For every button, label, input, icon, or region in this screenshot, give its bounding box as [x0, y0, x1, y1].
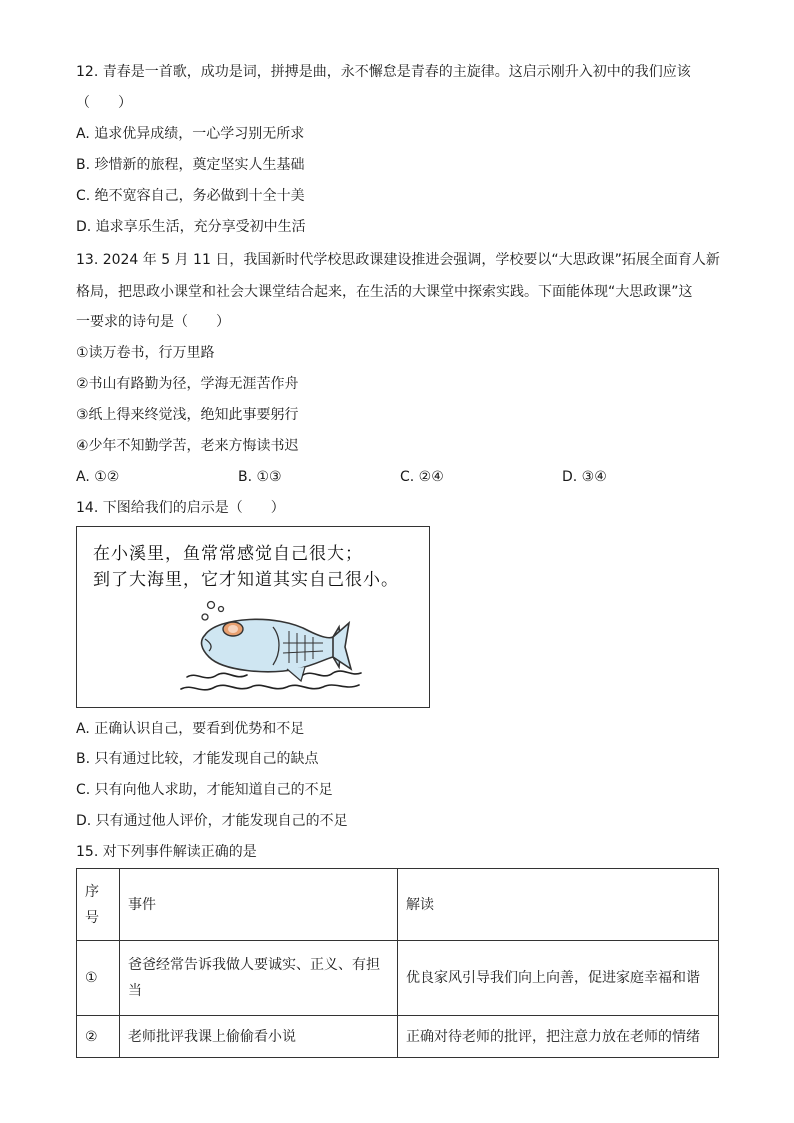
q14-stem: 14. 下图给我们的启示是（ ）: [76, 500, 285, 516]
figure-caption-line2: 到了大海里，它才知道其实自己很小。: [93, 570, 399, 590]
q12-paren: （ ）: [76, 95, 132, 111]
q12-stem: 12. 青春是一首歌，成功是词，拼搏是曲，永不懈怠是青春的主旋律。这启示刚升入初中的我们应该: [76, 64, 691, 80]
q13-stem-line1: 13. 2024 年 5 月 11 日，我国新时代学校思政课建设推进会强调，学校要以“大思政课”拓展全面育人新: [76, 252, 720, 268]
q13-options-row: [76, 467, 636, 487]
table-row: [77, 941, 719, 1016]
q13-option-c[interactable]: C. ②④: [400, 469, 444, 485]
q13-item-4: ④少年不知勤学苦，老来方悔读书迟: [76, 438, 299, 454]
fish-body: [202, 619, 351, 681]
table-header-index: 序号: [77, 869, 120, 941]
q14-option-a[interactable]: A. 正确认识自己，要看到优势和不足: [76, 721, 305, 737]
q15-table: [76, 868, 719, 1058]
q12-option-a[interactable]: A. 追求优异成绩，一心学习别无所求: [76, 126, 305, 142]
table-header-row: [77, 869, 719, 941]
table-cell-interpretation: 优良家风引导我们向上向善，促进家庭幸福和谐: [398, 941, 719, 1016]
water-waves: [181, 671, 361, 690]
table-header-interpretation: 解读: [398, 869, 719, 941]
q13-item-3: ③纸上得来终觉浅，绝知此事要躬行: [76, 407, 299, 423]
q12-option-d[interactable]: D. 追求享乐生活，充分享受初中生活: [76, 219, 306, 235]
q14-figure: [76, 526, 430, 708]
q14-option-b[interactable]: B. 只有通过比较，才能发现自己的缺点: [76, 751, 319, 767]
table-cell-interpretation: 正确对待老师的批评，把注意力放在老师的情绪: [398, 1016, 719, 1058]
q13-stem-line2: 格局，把思政小课堂和社会大课堂结合起来，在生活的大课堂中探索实践。下面能体现“大思政课”这: [76, 284, 693, 300]
bubbles: [202, 602, 224, 621]
q13-item-2: ②书山有路勤为径，学海无涯苦作舟: [76, 376, 299, 392]
q13-stem-line3: 一要求的诗句是（ ）: [76, 314, 230, 330]
q12-option-b[interactable]: B. 珍惜新的旅程，奠定坚实人生基础: [76, 157, 305, 173]
figure-caption-line1: 在小溪里，鱼常常感觉自己很大；: [93, 544, 363, 564]
q13-option-d[interactable]: D. ③④: [562, 469, 607, 485]
table-cell-event: 老师批评我课上偷偷看小说: [120, 1016, 398, 1058]
q15-stem: 15. 对下列事件解读正确的是: [76, 844, 257, 860]
fish-illustration: [77, 527, 429, 707]
q12-option-c[interactable]: C. 绝不宽容自己，务必做到十全十美: [76, 188, 305, 204]
q14-option-d[interactable]: D. 只有通过他人评价，才能发现自己的不足: [76, 813, 348, 829]
table-cell-event: 爸爸经常告诉我做人要诚实、正义、有担当: [120, 941, 398, 1016]
q13-item-1: ①读万卷书，行万里路: [76, 345, 215, 361]
q13-option-b[interactable]: B. ①③: [238, 469, 282, 485]
q14-option-c[interactable]: C. 只有向他人求助，才能知道自己的不足: [76, 782, 333, 798]
q13-option-a[interactable]: A. ①②: [76, 469, 120, 485]
table-row: [77, 1016, 719, 1058]
table-cell-index: ①: [77, 941, 120, 1016]
table-cell-index: ②: [77, 1016, 120, 1058]
table-header-event: 事件: [120, 869, 398, 941]
